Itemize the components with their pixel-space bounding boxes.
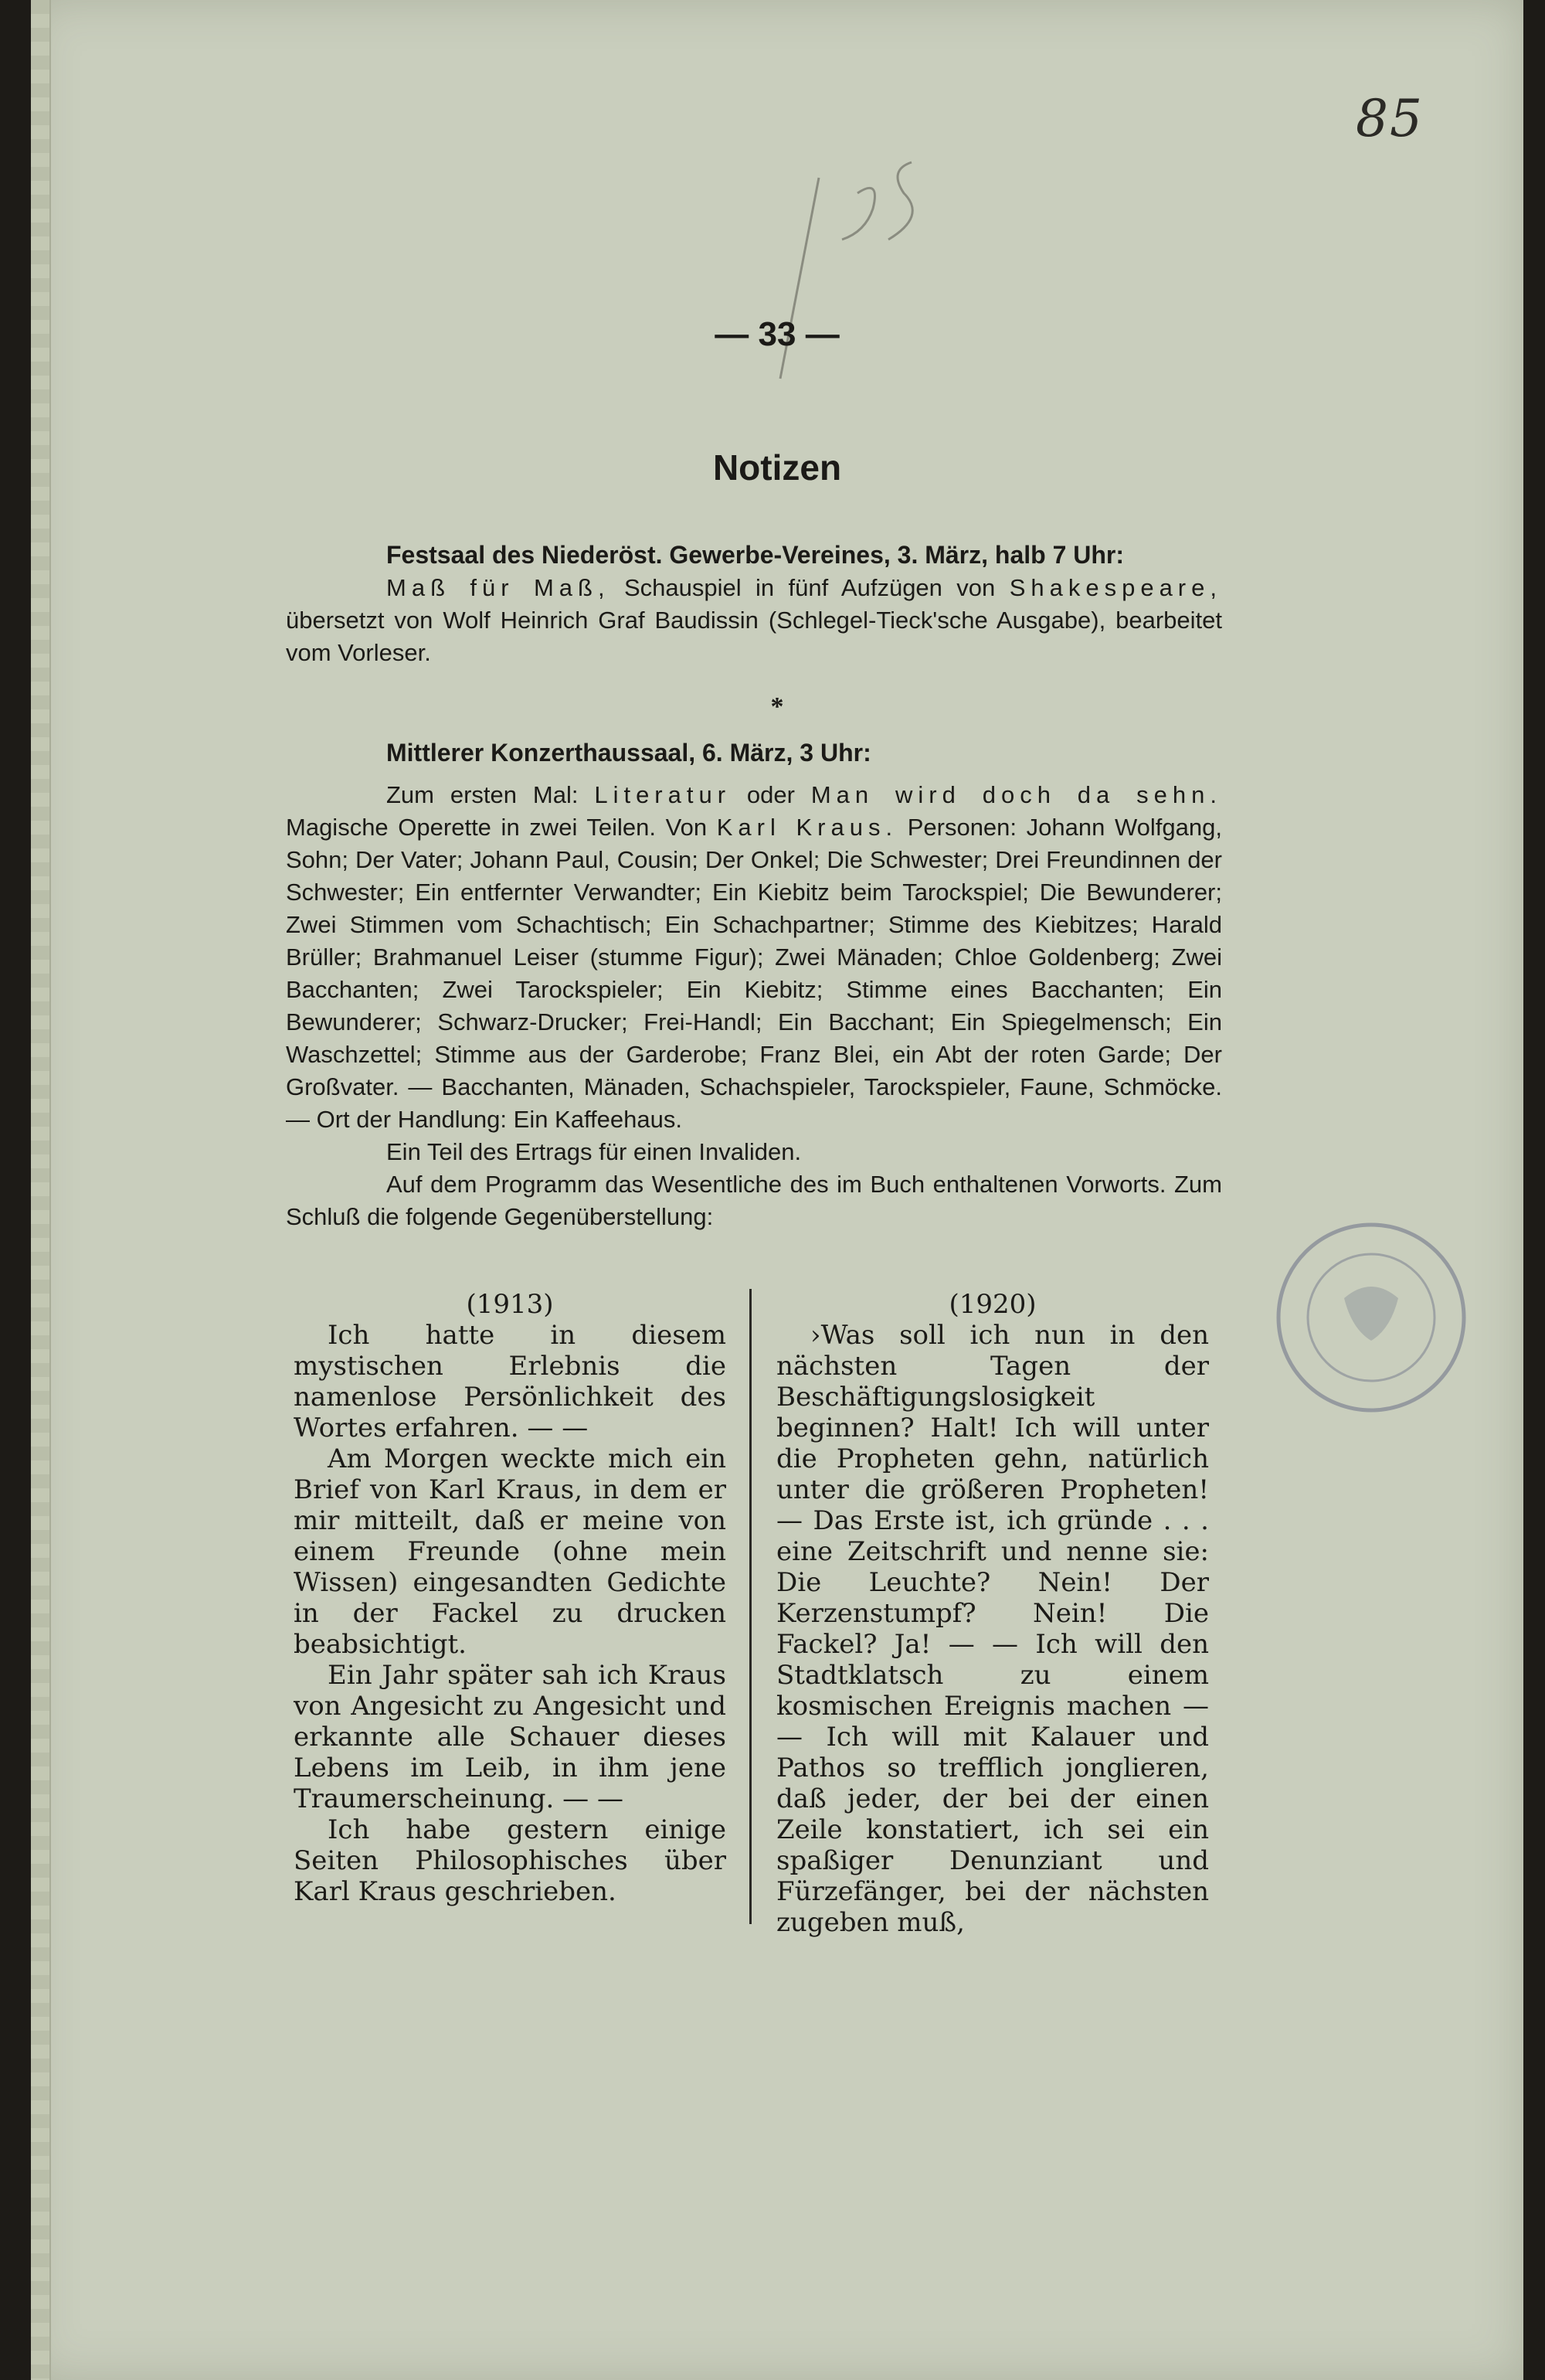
comparison-column-1920: [776, 1289, 1209, 1938]
left-paragraph: Am Morgen weckte mich ein Brief von Karl Kraus, in dem er mir mitteilt, daß er meine von einem Freunde (ohne mein Wissen) eingesandten Gedichte in der Fackel zu drucken beabsichtigt.: [294, 1443, 726, 1660]
document-page: [31, 0, 1523, 2380]
entry1-author: Shakespeare,: [1009, 574, 1222, 601]
page-title: Notizen: [712, 447, 842, 488]
entry1-text-a: Schauspiel in fünf Aufzügen von: [610, 574, 996, 601]
entry2-intro: Zum ersten Mal:: [386, 781, 595, 808]
comparison-column-1913: [294, 1289, 726, 1907]
entry2-work-title-b: oder: [731, 781, 811, 808]
entry2-text-a: Magische Operette in zwei Teilen. Von: [286, 814, 717, 841]
entry1-text-b: übersetzt von Wolf Heinrich Graf Baudissin (Schlegel-Tieck'sche Ausgabe), bearbeitet vom Vorleser.: [286, 607, 1222, 666]
library-stamp-icon: [1259, 1205, 1483, 1430]
binding-edge: [31, 0, 51, 2380]
right-paragraph: ›Was soll ich nun in den nächsten Tagen der Beschäftigungslosigkeit beginnen? Halt! Ich will unter die Propheten gehn, natürlich unter die größeren Propheten! — Das Erste ist, ich gründe . . . eine Zeitschrift und nenne sie: Die Leuchte? Nein! Der Kerzenstumpf? Nein! Die Fackel? Ja! — — Ich will den Stadtklatsch zu einem kosmischen Ereignis machen — — Ich will mit Kalauer und Pathos so trefflich jonglieren, daß jeder, der bei der einen Zeile konstatiert, ich sei ein spaßiger Denunziant und Fürzefänger, bei der nächsten zugeben muß,: [776, 1320, 1209, 1938]
year-label-1913: (1913): [466, 1289, 554, 1320]
handwritten-folio-number: 85: [1356, 89, 1424, 148]
entry2-text-b: Personen: Johann Wolfgang, Sohn; Der Vater; Johann Paul, Cousin; Der Onkel; Die Schwester; Drei Freundinnen der Schwester; Ein entfernter Verwandter; Ein Kiebitz beim Tarockspiel; Die Bewunderer; Zwei Stimmen vom Schachtisch; Ein Schachpartner; Stimme des Kiebitzes; Harald Brüller; Brahmanuel Leiser (stumme Figur); Zwei Mänaden; Chloe Goldenberg; Zwei Bacchanten; Zwei Tarockspieler; Ein Kiebitz; Stimme eines Bacchanten; Ein Bewunderer; Schwarz-Drucker; Frei-Handl; Ein Bacchant; Ein Spiegelmensch; Ein Waschzettel; Stimme aus der Garderobe; Franz Blei, ein Abt der roten Garde; Der Großvater. — Bacchanten, Mänaden, Schachspieler, Tarockspieler, Faune, Schmöcke. — Ort der Handlung: Ein Kaffeehaus.: [286, 814, 1222, 1133]
entry2-text: [286, 779, 1222, 1233]
column-divider: [749, 1289, 752, 1924]
entry2-heading: Mittlerer Konzerthaussaal, 6. März, 3 Uhr:: [386, 739, 871, 767]
entry1-play-title: Maß für Maß,: [386, 574, 610, 601]
left-paragraph: Ein Jahr später sah ich Kraus von Angesicht zu Angesicht und erkannte alle Schauer dieses Lebens im Leib, in ihm jene Traumerscheinung. — —: [294, 1660, 726, 1814]
page-number: — 33 —: [715, 315, 840, 353]
separator-asterisk: *: [770, 692, 784, 721]
year-label-1920: (1920): [949, 1289, 1037, 1320]
pencil-mark: [765, 147, 950, 394]
entry2-paragraph-2: Ein Teil des Ertrags für einen Invaliden.: [386, 1138, 802, 1165]
entry2-work-title-c: Man wird doch da sehn.: [810, 781, 1222, 808]
entry2-paragraph-3: Auf dem Programm das Wesentliche des im Buch enthaltenen Vorworts. Zum Schluß die folgende Gegenüberstellung:: [286, 1171, 1222, 1230]
left-paragraph: Ich habe gestern einige Seiten Philosophisches über Karl Kraus geschrieben.: [294, 1814, 726, 1907]
entry1-heading: Festsaal des Niederöst. Gewerbe-Vereines, 3. März, halb 7 Uhr:: [386, 541, 1125, 569]
entry1-text: [286, 572, 1222, 669]
entry2-work-title-a: Literatur: [594, 781, 732, 808]
entry2-author: Karl Kraus.: [716, 814, 898, 841]
left-paragraph: Ich hatte in diesem mystischen Erlebnis die namenlose Persönlichkeit des Wortes erfahren. — —: [294, 1320, 726, 1443]
